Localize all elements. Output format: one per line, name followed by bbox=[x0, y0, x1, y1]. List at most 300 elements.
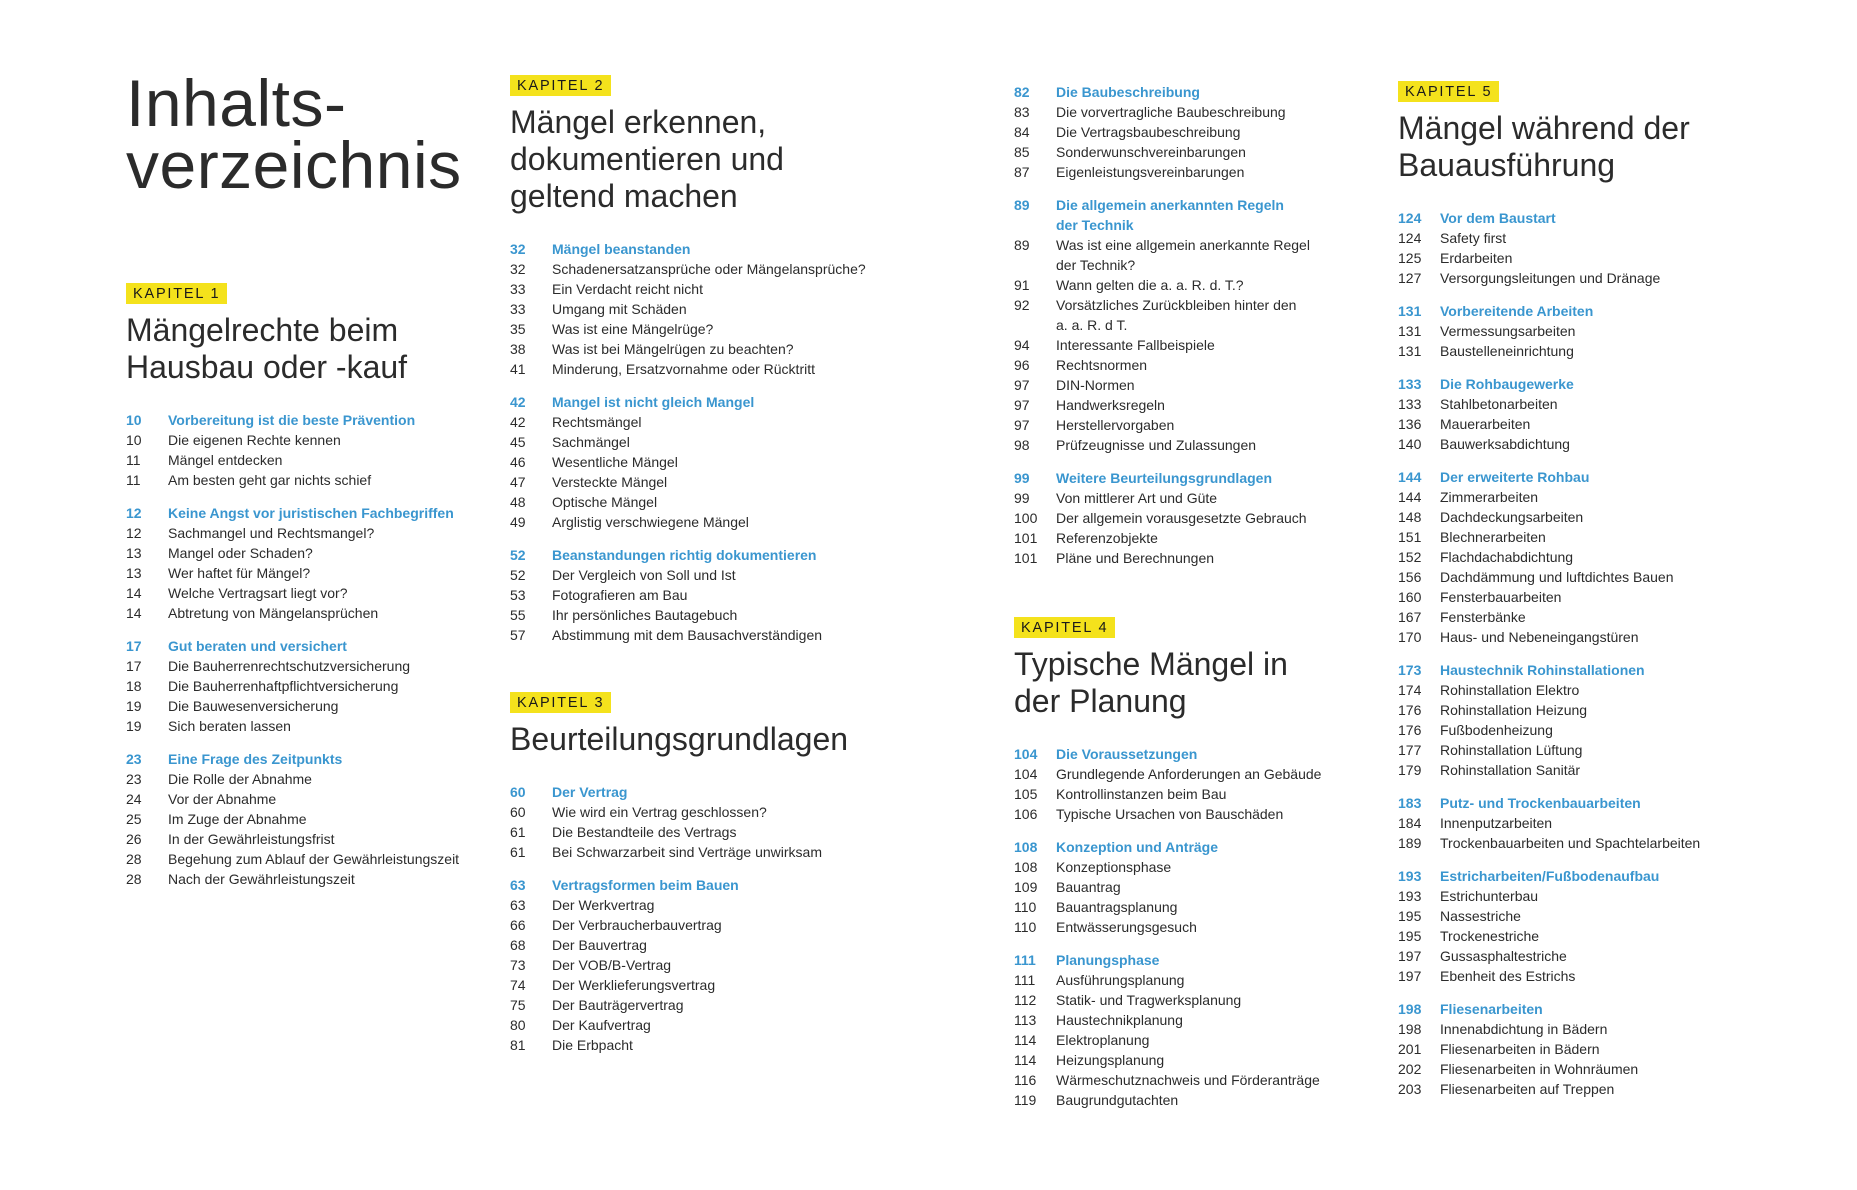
toc-entry[interactable] bbox=[126, 809, 459, 829]
toc-entry-title bbox=[552, 472, 667, 492]
toc-entry[interactable] bbox=[1398, 341, 1700, 361]
toc-page-number: 48 bbox=[510, 494, 526, 510]
toc-entry[interactable] bbox=[1398, 1059, 1700, 1079]
toc-title-line: Die Bauherrenrechtschutzversicherung bbox=[168, 658, 411, 674]
toc-entry-title bbox=[552, 432, 630, 452]
toc-entry[interactable] bbox=[510, 279, 866, 299]
toc-entry[interactable] bbox=[510, 842, 848, 862]
toc-entry[interactable] bbox=[126, 603, 459, 623]
toc-entry[interactable] bbox=[1014, 122, 1310, 142]
toc-section-heading[interactable] bbox=[510, 875, 848, 895]
toc-title-line: Trockenestriche bbox=[1440, 928, 1540, 944]
chapter-badge: KAPITEL 3 bbox=[510, 692, 611, 713]
toc-page-number: 111 bbox=[1014, 972, 1036, 988]
chapter-title-line: Hausbau oder -kauf bbox=[126, 349, 408, 385]
toc-entry[interactable] bbox=[1398, 1019, 1700, 1039]
toc-section bbox=[1398, 660, 1700, 780]
toc-page-number: 28 bbox=[126, 871, 142, 887]
chapter-title-line: Mängel erkennen, bbox=[510, 104, 767, 140]
toc-title-line: Die Rohbaugewerke bbox=[1440, 376, 1574, 392]
toc-section-title bbox=[552, 239, 690, 259]
toc-page-number: 116 bbox=[1014, 1072, 1037, 1088]
toc-section-heading[interactable] bbox=[126, 749, 459, 769]
toc-entry-title bbox=[168, 829, 335, 849]
toc-entry[interactable] bbox=[510, 339, 866, 359]
toc-section-title bbox=[1056, 195, 1284, 235]
toc-entry[interactable] bbox=[1014, 528, 1310, 548]
toc-section-title bbox=[552, 392, 754, 412]
toc-page-number: 179 bbox=[1398, 762, 1422, 778]
toc-entry[interactable] bbox=[510, 822, 848, 842]
toc-entry[interactable] bbox=[1014, 235, 1310, 275]
toc-title-line: Putz- und Trockenbauarbeiten bbox=[1440, 795, 1641, 811]
toc-title-line: Was ist eine allgemein anerkannte Regel bbox=[1056, 237, 1310, 253]
toc-entry[interactable] bbox=[126, 789, 459, 809]
toc-entry[interactable] bbox=[510, 452, 866, 472]
toc-title-line: Der Bauträgervertrag bbox=[552, 997, 684, 1013]
toc-page-number: 11 bbox=[126, 452, 141, 468]
chapter-title-line: dokumentieren und bbox=[510, 141, 784, 177]
toc-entry[interactable] bbox=[1014, 784, 1321, 804]
toc-title-line: Sich beraten lassen bbox=[168, 718, 291, 734]
toc-section-heading[interactable] bbox=[1398, 793, 1700, 813]
toc-section bbox=[510, 545, 866, 645]
toc-page-number: 183 bbox=[1398, 795, 1422, 811]
toc-section-heading[interactable] bbox=[510, 392, 866, 412]
toc-entry[interactable] bbox=[126, 869, 459, 889]
toc-entry-title bbox=[1440, 394, 1558, 414]
toc-entry[interactable] bbox=[126, 676, 459, 696]
toc-entry[interactable] bbox=[1014, 102, 1310, 122]
toc-entry[interactable] bbox=[1398, 740, 1700, 760]
toc-title-line: Ein Verdacht reicht nicht bbox=[552, 281, 703, 297]
toc-entry[interactable] bbox=[1398, 1079, 1700, 1099]
toc-section-heading[interactable] bbox=[1014, 82, 1310, 102]
toc-section bbox=[1014, 837, 1321, 937]
toc-entry[interactable] bbox=[1398, 268, 1700, 288]
toc-entry[interactable] bbox=[126, 583, 459, 603]
toc-entry-title bbox=[168, 656, 410, 676]
toc-entry[interactable] bbox=[1014, 548, 1310, 568]
toc-title-line: Die Bestandteile des Vertrags bbox=[552, 824, 737, 840]
toc-entry-title bbox=[1056, 990, 1241, 1010]
toc-entry[interactable] bbox=[1398, 321, 1700, 341]
toc-section-title bbox=[168, 636, 347, 656]
toc-entry[interactable] bbox=[510, 802, 848, 822]
toc-page-number: 131 bbox=[1398, 303, 1422, 319]
toc-page-number: 119 bbox=[1014, 1092, 1037, 1108]
toc-entry[interactable] bbox=[126, 430, 459, 450]
toc-section-heading[interactable] bbox=[1398, 660, 1700, 680]
toc-entry[interactable] bbox=[1014, 897, 1321, 917]
toc-title-line: Fensterbänke bbox=[1440, 609, 1526, 625]
toc-page-number: 124 bbox=[1398, 210, 1422, 226]
toc-page-number: 195 bbox=[1398, 908, 1422, 924]
toc-page-number: 23 bbox=[126, 771, 142, 787]
toc-page-number: 82 bbox=[1014, 84, 1030, 100]
toc-title-line: Fotografieren am Bau bbox=[552, 587, 688, 603]
toc-entry-title bbox=[552, 452, 678, 472]
toc-entry[interactable] bbox=[510, 975, 848, 995]
toc-entry-title bbox=[1056, 375, 1135, 395]
toc-entry-title bbox=[168, 470, 371, 490]
toc-entry[interactable] bbox=[126, 543, 459, 563]
toc-title-line: Die allgemein anerkannten Regeln bbox=[1056, 197, 1284, 213]
toc-title-line: Mangel ist nicht gleich Mangel bbox=[552, 394, 755, 410]
toc-entry[interactable] bbox=[1398, 248, 1700, 268]
toc-section-heading[interactable] bbox=[1398, 301, 1700, 321]
toc-entry-title bbox=[1440, 946, 1567, 966]
toc-page-number: 198 bbox=[1398, 1001, 1422, 1017]
toc-entry[interactable] bbox=[510, 585, 866, 605]
toc-entry[interactable] bbox=[510, 432, 866, 452]
toc-entry[interactable] bbox=[126, 656, 459, 676]
toc-title-line: Rohinstallation Elektro bbox=[1440, 682, 1580, 698]
toc-entry[interactable] bbox=[1398, 547, 1700, 567]
toc-entry-title bbox=[552, 955, 671, 975]
toc-entry[interactable] bbox=[510, 259, 866, 279]
toc-page-number: 114 bbox=[1014, 1032, 1037, 1048]
toc-title-line: Bauantragsplanung bbox=[1056, 899, 1178, 915]
toc-entry[interactable] bbox=[1014, 295, 1310, 335]
toc-title-line: Rechtsnormen bbox=[1056, 357, 1148, 373]
toc-entry[interactable] bbox=[126, 450, 459, 470]
toc-entry-title bbox=[1440, 760, 1580, 780]
toc-title-line: Fliesenarbeiten in Wohnräumen bbox=[1440, 1061, 1639, 1077]
toc-page-number: 113 bbox=[1014, 1012, 1037, 1028]
toc-title-line: Planungsphase bbox=[1056, 952, 1160, 968]
toc-entry[interactable] bbox=[1398, 228, 1700, 248]
toc-entry[interactable] bbox=[1398, 434, 1700, 454]
toc-entry-title bbox=[552, 915, 722, 935]
toc-title-line: Vorbereitende Arbeiten bbox=[1440, 303, 1594, 319]
toc-entry[interactable] bbox=[1014, 1070, 1321, 1090]
toc-title-line: Die Vertragsbaubeschreibung bbox=[1056, 124, 1241, 140]
toc-title-line: Wie wird ein Vertrag geschlossen? bbox=[552, 804, 767, 820]
toc-entry-title bbox=[1056, 784, 1226, 804]
toc-title-line: Baustelleneinrichtung bbox=[1440, 343, 1574, 359]
toc-entry[interactable] bbox=[1014, 1090, 1321, 1110]
toc-page-number: 99 bbox=[1014, 490, 1030, 506]
toc-page-number: 19 bbox=[126, 698, 142, 714]
toc-page-number: 144 bbox=[1398, 489, 1422, 505]
toc-entry[interactable] bbox=[1014, 162, 1310, 182]
toc-entry[interactable] bbox=[510, 895, 848, 915]
toc-section-title bbox=[1056, 837, 1218, 857]
toc-entry[interactable] bbox=[1398, 926, 1700, 946]
page-title bbox=[126, 66, 462, 202]
toc-page-number: 160 bbox=[1398, 589, 1422, 605]
toc-entry[interactable] bbox=[1014, 804, 1321, 824]
toc-page-number: 97 bbox=[1014, 417, 1030, 433]
toc-section-heading[interactable] bbox=[510, 782, 848, 802]
toc-title-line: Welche Vertragsart liegt vor? bbox=[168, 585, 348, 601]
toc-page-number: 74 bbox=[510, 977, 526, 993]
chapter-badge: KAPITEL 4 bbox=[1014, 617, 1115, 638]
toc-entry[interactable] bbox=[1014, 764, 1321, 784]
toc-title-line: Der Vertrag bbox=[552, 784, 628, 800]
toc-entry[interactable] bbox=[1398, 700, 1700, 720]
toc-page-number: 33 bbox=[510, 281, 526, 297]
toc-page-number: 85 bbox=[1014, 144, 1030, 160]
toc-entry-title bbox=[1056, 162, 1244, 182]
toc-section-title bbox=[168, 749, 342, 769]
toc-title-line: Arglistig verschwiegene Mängel bbox=[552, 514, 749, 530]
toc-section-heading[interactable] bbox=[126, 636, 459, 656]
toc-entry-title bbox=[552, 1015, 651, 1035]
toc-section-heading[interactable] bbox=[1398, 866, 1700, 886]
toc-entry[interactable] bbox=[1398, 414, 1700, 434]
toc-entry[interactable] bbox=[1398, 906, 1700, 926]
chapter-3-continued bbox=[1014, 82, 1310, 581]
toc-entry[interactable] bbox=[1398, 813, 1700, 833]
toc-section-heading[interactable] bbox=[1014, 468, 1310, 488]
toc-entry[interactable] bbox=[510, 359, 866, 379]
toc-entry[interactable] bbox=[1014, 415, 1310, 435]
toc-entry[interactable] bbox=[1014, 1010, 1321, 1030]
toc-entry-title bbox=[552, 935, 647, 955]
toc-title-line: Flachdachabdichtung bbox=[1440, 549, 1574, 565]
toc-entry[interactable] bbox=[1398, 946, 1700, 966]
toc-title-line: Dachdeckungsarbeiten bbox=[1440, 509, 1584, 525]
toc-entry-title bbox=[168, 523, 374, 543]
toc-entry[interactable] bbox=[126, 563, 459, 583]
toc-section-title bbox=[1056, 744, 1197, 764]
toc-entry[interactable] bbox=[510, 605, 866, 625]
toc-section-heading[interactable] bbox=[1014, 195, 1310, 235]
toc-section-heading[interactable] bbox=[510, 239, 866, 259]
toc-page-number: 57 bbox=[510, 627, 526, 643]
toc-entry[interactable] bbox=[126, 849, 459, 869]
toc-entry[interactable] bbox=[1014, 1030, 1321, 1050]
toc-entry-title bbox=[1440, 680, 1579, 700]
toc-page-number: 176 bbox=[1398, 722, 1422, 738]
toc-page-number: 87 bbox=[1014, 164, 1030, 180]
toc-entry[interactable] bbox=[126, 769, 459, 789]
toc-section-heading[interactable] bbox=[1398, 374, 1700, 394]
toc-entry[interactable] bbox=[1014, 488, 1310, 508]
toc-entry-title bbox=[1440, 1019, 1607, 1039]
toc-entry[interactable] bbox=[1398, 507, 1700, 527]
toc-entry[interactable] bbox=[1014, 375, 1310, 395]
toc-entry-title bbox=[552, 975, 715, 995]
toc-entry-title bbox=[1056, 1010, 1183, 1030]
chapter-title bbox=[1014, 646, 1321, 720]
chapter-title-line: geltend machen bbox=[510, 178, 738, 214]
toc-entry[interactable] bbox=[1014, 355, 1310, 375]
toc-entry-title bbox=[1440, 1059, 1638, 1079]
toc-title-line: Mangel oder Schaden? bbox=[168, 545, 313, 561]
toc-entry[interactable] bbox=[1398, 587, 1700, 607]
toc-entry[interactable] bbox=[1014, 970, 1321, 990]
toc-section bbox=[1398, 999, 1700, 1099]
toc-section bbox=[510, 392, 866, 532]
toc-entry[interactable] bbox=[1398, 720, 1700, 740]
toc-title-line: Erdarbeiten bbox=[1440, 250, 1513, 266]
toc-entry-title bbox=[552, 605, 737, 625]
toc-section-heading[interactable] bbox=[1014, 744, 1321, 764]
toc-entry-title bbox=[552, 279, 703, 299]
toc-section bbox=[1014, 744, 1321, 824]
toc-entry[interactable] bbox=[1014, 335, 1310, 355]
toc-entry[interactable] bbox=[1398, 760, 1700, 780]
toc-entry[interactable] bbox=[1014, 990, 1321, 1010]
toc-entry[interactable] bbox=[1014, 435, 1310, 455]
toc-entry[interactable] bbox=[1398, 487, 1700, 507]
toc-entry[interactable] bbox=[1014, 1050, 1321, 1070]
toc-page-number: 24 bbox=[126, 791, 142, 807]
toc-title-line: Fliesenarbeiten in Bädern bbox=[1440, 1041, 1600, 1057]
toc-section bbox=[1398, 793, 1700, 853]
toc-page-number: 89 bbox=[1014, 197, 1030, 213]
toc-entry-title bbox=[1440, 833, 1700, 853]
toc-entry[interactable] bbox=[510, 412, 866, 432]
toc-section-heading[interactable] bbox=[126, 410, 459, 430]
toc-entry[interactable] bbox=[1398, 1039, 1700, 1059]
toc-entry[interactable] bbox=[1398, 833, 1700, 853]
toc-page-number: 193 bbox=[1398, 888, 1422, 904]
toc-entry[interactable] bbox=[1014, 142, 1310, 162]
toc-page-number: 201 bbox=[1398, 1041, 1422, 1057]
toc-page-number: 114 bbox=[1014, 1052, 1037, 1068]
toc-entry[interactable] bbox=[1398, 886, 1700, 906]
toc-title-line: Schadenersatzansprüche oder Mängelansprüche? bbox=[552, 261, 866, 277]
toc-section-title bbox=[1440, 866, 1659, 886]
toc-title-line: Mängel beanstanden bbox=[552, 241, 691, 257]
toc-entry[interactable] bbox=[510, 1015, 848, 1035]
toc-entry[interactable] bbox=[1014, 857, 1321, 877]
toc-entry[interactable] bbox=[1398, 567, 1700, 587]
toc-entry[interactable] bbox=[1014, 395, 1310, 415]
toc-entry[interactable] bbox=[1398, 394, 1700, 414]
toc-entry[interactable] bbox=[1398, 527, 1700, 547]
toc-section-title bbox=[1056, 950, 1159, 970]
toc-section-heading[interactable] bbox=[1398, 208, 1700, 228]
toc-entry-title bbox=[1440, 248, 1512, 268]
toc-entry[interactable] bbox=[510, 472, 866, 492]
toc-title-line: der Technik bbox=[1056, 217, 1134, 233]
toc-page-number: 73 bbox=[510, 957, 526, 973]
toc-title-line: Von mittlerer Art und Güte bbox=[1056, 490, 1218, 506]
toc-entry[interactable] bbox=[510, 995, 848, 1015]
toc-page-number: 11 bbox=[126, 472, 141, 488]
toc-page-number: 46 bbox=[510, 454, 526, 470]
toc-entry[interactable] bbox=[510, 915, 848, 935]
toc-entry[interactable] bbox=[510, 492, 866, 512]
toc-entry[interactable] bbox=[1398, 627, 1700, 647]
toc-title-line: Vor der Abnahme bbox=[168, 791, 277, 807]
chapter-title-line: Typische Mängel in bbox=[1014, 646, 1288, 682]
toc-entry-title bbox=[1056, 395, 1165, 415]
toc-entry[interactable] bbox=[510, 1035, 848, 1055]
toc-title-line: Abtretung von Mängelansprüchen bbox=[168, 605, 379, 621]
toc-entry-title bbox=[552, 585, 687, 605]
toc-entry[interactable] bbox=[126, 523, 459, 543]
toc-page-number: 176 bbox=[1398, 702, 1422, 718]
toc-entry[interactable] bbox=[510, 935, 848, 955]
toc-section-heading[interactable] bbox=[126, 503, 459, 523]
toc-page-number: 53 bbox=[510, 587, 526, 603]
toc-section-title bbox=[1440, 374, 1574, 394]
toc-section-title bbox=[1056, 82, 1200, 102]
toc-entry[interactable] bbox=[1014, 917, 1321, 937]
toc-page-number: 184 bbox=[1398, 815, 1422, 831]
toc-page-number: 38 bbox=[510, 341, 526, 357]
toc-entry[interactable] bbox=[510, 565, 866, 585]
toc-entry-title bbox=[1440, 1039, 1600, 1059]
toc-page-number: 42 bbox=[510, 394, 526, 410]
toc-page-number: 106 bbox=[1014, 806, 1038, 822]
toc-page-number: 144 bbox=[1398, 469, 1422, 485]
toc-entry-title bbox=[1440, 607, 1526, 627]
toc-entry[interactable] bbox=[1398, 680, 1700, 700]
toc-entry[interactable] bbox=[126, 470, 459, 490]
toc-page-number: 108 bbox=[1014, 859, 1038, 875]
toc-entry-title bbox=[1440, 567, 1673, 587]
toc-entry[interactable] bbox=[510, 625, 866, 645]
toc-page-number: 101 bbox=[1014, 550, 1038, 566]
toc-entry[interactable] bbox=[1398, 966, 1700, 986]
toc-entry[interactable] bbox=[510, 512, 866, 532]
toc-title-line: Weitere Beurteilungsgrundlagen bbox=[1056, 470, 1272, 486]
toc-section-heading[interactable] bbox=[1014, 837, 1321, 857]
toc-title-line: Wer haftet für Mängel? bbox=[168, 565, 311, 581]
toc-entry[interactable] bbox=[510, 299, 866, 319]
toc-title-line: Bauantrag bbox=[1056, 879, 1121, 895]
toc-section-heading[interactable] bbox=[1398, 467, 1700, 487]
toc-entry[interactable] bbox=[1014, 275, 1310, 295]
toc-page-number: 133 bbox=[1398, 376, 1422, 392]
toc-section bbox=[510, 875, 848, 1055]
toc-entry-title bbox=[168, 676, 398, 696]
toc-entry[interactable] bbox=[1398, 607, 1700, 627]
toc-entry-title bbox=[1440, 1079, 1614, 1099]
toc-entry-title bbox=[1056, 1090, 1178, 1110]
toc-title-line: Was ist eine Mängelrüge? bbox=[552, 321, 714, 337]
toc-title-line: Mauerarbeiten bbox=[1440, 416, 1531, 432]
toc-page-number: 110 bbox=[1014, 919, 1037, 935]
toc-entry[interactable] bbox=[510, 955, 848, 975]
toc-title-line: Fliesenarbeiten bbox=[1440, 1001, 1543, 1017]
toc-page-number: 136 bbox=[1398, 416, 1422, 432]
toc-section-heading[interactable] bbox=[510, 545, 866, 565]
toc-entry-title bbox=[168, 603, 378, 623]
toc-entry-title bbox=[1056, 877, 1121, 897]
toc-entry[interactable] bbox=[510, 319, 866, 339]
toc-title-line: Die Erbpacht bbox=[552, 1037, 633, 1053]
toc-section-heading[interactable] bbox=[1014, 950, 1321, 970]
toc-entry[interactable] bbox=[126, 696, 459, 716]
toc-title-line: Statik- und Tragwerksplanung bbox=[1056, 992, 1242, 1008]
toc-entry-title bbox=[1056, 235, 1310, 275]
toc-entry[interactable] bbox=[126, 716, 459, 736]
toc-page-number: 96 bbox=[1014, 357, 1030, 373]
toc-section-heading[interactable] bbox=[1398, 999, 1700, 1019]
toc-title-line: Der Vergleich von Soll und Ist bbox=[552, 567, 736, 583]
toc-entry[interactable] bbox=[1014, 508, 1310, 528]
toc-entry-title bbox=[1056, 1070, 1320, 1090]
toc-entry-title bbox=[1056, 1050, 1164, 1070]
toc-entry[interactable] bbox=[126, 829, 459, 849]
toc-page-number: 83 bbox=[1014, 104, 1030, 120]
toc-entry-title bbox=[1056, 355, 1147, 375]
page-title-line-2: verzeichnis bbox=[126, 128, 462, 202]
toc-section-title bbox=[552, 782, 627, 802]
toc-entry-title bbox=[168, 809, 307, 829]
toc-entry-title bbox=[1056, 917, 1197, 937]
toc-entry-title bbox=[1440, 926, 1539, 946]
toc-entry[interactable] bbox=[1014, 877, 1321, 897]
